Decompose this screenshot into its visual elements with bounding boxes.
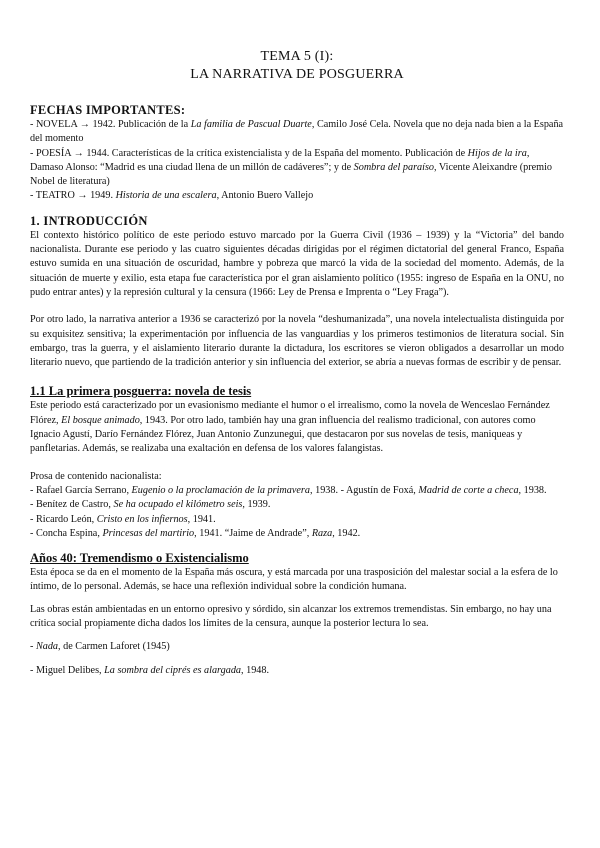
prosa-label: Prosa de contenido nacionalista: bbox=[30, 470, 162, 482]
work-nada: - Nada, de Carmen Laforet (1945) bbox=[30, 641, 170, 653]
intro-paragraph-1: El contexto histórico político de este periodo estuvo marcado por la Guerra Civil (1936 – 1939) y la “Victoria” del bando nacionalista. Durante ese periodo y las cuatro siguientes décadas dirigidas por el régimen dictatorial del general Franco, España estuvo sumida en una situación de oscuridad, hambre y pobreza que marcó la vida de la sociedad del momento. Además, de la situación de muerte y exilio, esta etapa fue característica por el gran aislamiento político (1955: ingreso de España en la ONU, no pudo entrar antes) y la represión cultural y la censura (1966: Ley de Prensa e Imprenta o “Ley Fraga”). bbox=[30, 229, 564, 298]
fechas-poesia: - POESÍA → 1944. Características de la crítica existencialista y de la España del momento. Publicación de Hijos de la ira, Damaso Alonso: “Madrid es una ciudad llena de un millón de cadáveres”; y de Sombra del paraíso, Vicente Aleixandre (premio Nobel de literatura) bbox=[30, 147, 553, 188]
prosa-item-2: - Benítez de Castro, Se ha ocupado el kilómetro seis, 1939. bbox=[30, 499, 271, 511]
document-page bbox=[30, 48, 564, 678]
work-sombra-cipres: - Miguel Delibes, La sombra del ciprés es alargada, 1948. bbox=[30, 664, 270, 676]
section-1-1-paragraph: Este periodo está caracterizado por un evasionismo mediante el humor o el irrealismo, como la novela de Wenceslao Fernández Flórez, El bosque animado, 1943. Por otro lado, también hay una gran influencia del realismo tradicional, con autores como Ignacio Agustí, Darío Fernández Flórez, Juan Antonio Zunzunegui, que destacaron por sus novelas de tesis, maniqueas y panfletarias. Además, se realizaba una exaltación en defensa de los valores falangistas. bbox=[30, 400, 550, 455]
intro-paragraph-2: Por otro lado, la narrativa anterior a 1936 se caracterizó por la novela “deshumanizada”, una novela intelectualista distinguida por su exquisitez sensitiva; la experimentación por influencia de las vanguardias y los primeros testimonios de literatura social. Sin embargo, tras la guerra, y el aislamiento literario durante la dictadura, los escritores se vieron obligados a desarrollar un modo literario nuevo, que partiendo de la tradición anterior y sin influencia del exterior, se abría a nuevas formas de escribir y de pensar. bbox=[30, 314, 564, 369]
fechas-novela: - NOVELA → 1942. Publicación de la La familia de Pascual Duarte, Camilo José Cela. Novela que no deja nada bien a la España del momento bbox=[30, 119, 564, 145]
intro-heading: 1. INTRODUCCIÓN bbox=[30, 213, 148, 228]
prosa-item-1: - Rafael García Serrano, Eugenio o la proclamación de la primavera, 1938. - Agustín de Foxá, Madrid de corte a checa, 1938. bbox=[30, 484, 547, 496]
document-title-line2: LA NARRATIVA DE POSGUERRA bbox=[190, 67, 404, 82]
section-40s-paragraph-2: Las obras están ambientadas en un entorno opresivo y sórdido, sin alcanzar los extremos tremendistas. Sin embargo, no hay una crítica social propiamente dicha dados los límites de la censura, aunque la posterior lectura lo sea. bbox=[30, 603, 552, 630]
document-title-line1: TEMA 5 (I): bbox=[260, 49, 334, 64]
section-40s-heading: Años 40: Tremendismo o Existencialismo bbox=[30, 551, 249, 566]
section-40s-paragraph-1: Esta época se da en el momento de la España más oscura, y está marcada por una trasposición del malestar social a la esfera de lo íntimo, de lo personal. Además, se hace una reflexión individual sobre la condición humana. bbox=[30, 567, 558, 593]
prosa-item-3: - Ricardo León, Cristo en los infiernos, 1941. bbox=[30, 513, 216, 525]
fechas-heading: FECHAS IMPORTANTES: bbox=[30, 103, 186, 117]
fechas-teatro: - TEATRO → 1949. Historia de una escalera, Antonio Buero Vallejo bbox=[30, 190, 314, 202]
section-1-1-heading: 1.1 La primera posguerra: novela de tesis bbox=[30, 384, 252, 399]
prosa-item-4: - Concha Espina, Princesas del martirio, 1941. “Jaime de Andrade”, Raza, 1942. bbox=[30, 527, 361, 539]
